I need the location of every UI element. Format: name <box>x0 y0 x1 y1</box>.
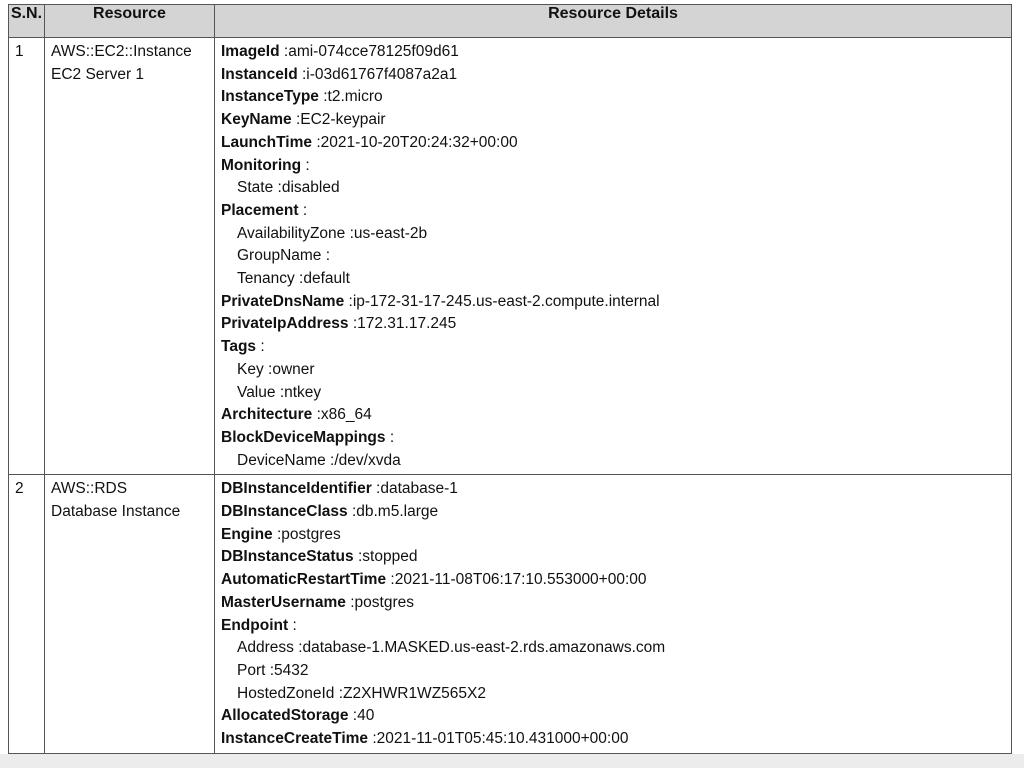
detail-key: Architecture <box>221 406 313 424</box>
detail-key: BlockDeviceMappings <box>221 428 386 446</box>
resource-table <box>8 4 1012 754</box>
detail-line <box>221 155 1005 178</box>
detail-value: :postgres <box>276 525 341 543</box>
detail-key: GroupName <box>237 247 322 265</box>
detail-key: MasterUsername <box>221 593 346 611</box>
detail-value: :ami-074cce78125f09d61 <box>283 43 459 60</box>
detail-value: :owner <box>268 360 315 378</box>
detail-line <box>221 524 1005 547</box>
detail-line <box>221 313 1005 336</box>
detail-value: :Z2XHWR1WZ565X2 <box>338 684 486 702</box>
detail-value: :ip-172-31-17-245.us-east-2.compute.internal <box>348 292 660 310</box>
detail-key: DeviceName <box>237 451 326 469</box>
detail-value: :default <box>299 270 350 288</box>
detail-line <box>221 569 1005 592</box>
detail-line <box>221 404 1005 427</box>
detail-key: Key <box>237 360 264 378</box>
detail-line <box>221 660 1005 683</box>
detail-key: PrivateDnsName <box>221 292 345 310</box>
detail-value: :i-03d61767f4087a2a1 <box>301 65 458 83</box>
detail-value: : <box>389 428 395 446</box>
detail-line <box>221 268 1005 291</box>
detail-key: DBInstanceStatus <box>221 548 354 566</box>
resource-type: AWS::RDS <box>51 480 128 498</box>
detail-key: Value <box>237 383 276 401</box>
detail-value: : <box>305 156 310 174</box>
detail-value: : <box>292 616 297 634</box>
detail-line <box>221 64 1005 87</box>
detail-line <box>221 478 1005 501</box>
detail-value: : <box>302 201 308 219</box>
table-row <box>9 38 1012 475</box>
detail-key: DBInstanceClass <box>221 503 348 521</box>
detail-line <box>221 382 1005 405</box>
table-header-row <box>9 5 1012 38</box>
detail-key: ImageId <box>221 43 280 60</box>
detail-value: : <box>325 247 331 265</box>
detail-line <box>221 336 1005 359</box>
detail-key: Engine <box>221 525 273 543</box>
detail-value: :db.m5.large <box>351 503 439 521</box>
detail-key: HostedZoneId <box>237 684 335 702</box>
row-resource <box>45 38 215 475</box>
detail-key: InstanceCreateTime <box>221 730 369 748</box>
detail-line <box>221 132 1005 155</box>
detail-line <box>221 615 1005 638</box>
detail-value: :2021-10-20T20:24:32+00:00 <box>316 133 518 151</box>
detail-key: Address <box>237 639 294 657</box>
detail-key: Port <box>237 661 266 679</box>
detail-line <box>221 427 1005 450</box>
detail-key: PrivateIpAddress <box>221 315 349 333</box>
detail-value: :x86_64 <box>316 406 372 424</box>
detail-key: Tags <box>221 338 257 356</box>
detail-value: :t2.micro <box>323 88 383 106</box>
row-sn: 2 <box>9 475 45 753</box>
header-resource: Resource <box>45 5 215 38</box>
detail-key: Tenancy <box>237 270 295 288</box>
header-resource-details: Resource Details <box>215 5 1012 38</box>
detail-line <box>221 200 1005 223</box>
row-sn: 1 <box>9 38 45 475</box>
detail-line <box>221 41 1005 64</box>
detail-key: KeyName <box>221 111 292 129</box>
detail-key: InstanceType <box>221 88 319 106</box>
detail-line <box>221 359 1005 382</box>
detail-line <box>221 291 1005 314</box>
detail-line <box>221 592 1005 615</box>
detail-value: :2021-11-08T06:17:10.553000+00:00 <box>390 571 647 589</box>
detail-value: : <box>260 338 265 356</box>
detail-line <box>221 450 1005 473</box>
detail-key: Endpoint <box>221 616 289 634</box>
detail-value: :disabled <box>277 179 340 197</box>
detail-key: AllocatedStorage <box>221 707 349 725</box>
resource-type: AWS::EC2::Instance <box>51 43 192 60</box>
detail-line <box>221 109 1005 132</box>
table-row <box>9 475 1012 753</box>
detail-line <box>221 501 1005 524</box>
resource-name: EC2 Server 1 <box>51 65 145 83</box>
detail-key: Monitoring <box>221 156 302 174</box>
detail-key: AutomaticRestartTime <box>221 571 387 589</box>
detail-value: :stopped <box>357 548 418 566</box>
detail-key: LaunchTime <box>221 133 313 151</box>
detail-value: :postgres <box>350 593 415 611</box>
detail-value: :database-1.MASKED.us-east-2.rds.amazonaws.com <box>298 639 666 657</box>
detail-line <box>221 177 1005 200</box>
detail-line <box>221 683 1005 706</box>
detail-key: Placement <box>221 201 299 219</box>
detail-value: :40 <box>352 707 375 725</box>
detail-value: :5432 <box>269 661 309 679</box>
detail-line <box>221 705 1005 728</box>
row-details <box>215 38 1012 475</box>
detail-value: :database-1 <box>376 480 458 498</box>
detail-key: DBInstanceIdentifier <box>221 480 372 498</box>
detail-line <box>221 223 1005 246</box>
detail-key: InstanceId <box>221 65 298 83</box>
detail-value: :ntkey <box>279 383 322 401</box>
detail-key: AvailabilityZone <box>237 224 346 242</box>
detail-value: :EC2-keypair <box>295 111 386 129</box>
detail-key: State <box>237 179 274 197</box>
detail-line <box>221 86 1005 109</box>
detail-line <box>221 546 1005 569</box>
detail-line <box>221 728 1005 751</box>
detail-value: :us-east-2b <box>349 224 428 242</box>
detail-line <box>221 245 1005 268</box>
resource-name: Database Instance <box>51 503 181 521</box>
detail-line <box>221 637 1005 660</box>
page-bottom-margin <box>0 754 1024 768</box>
detail-value: :2021-11-01T05:45:10.431000+00:00 <box>372 730 629 748</box>
header-sn: S.N. <box>9 5 45 38</box>
row-details <box>215 475 1012 753</box>
detail-value: :/dev/xvda <box>330 451 401 469</box>
detail-value: :172.31.17.245 <box>352 315 457 333</box>
row-resource <box>45 475 215 753</box>
